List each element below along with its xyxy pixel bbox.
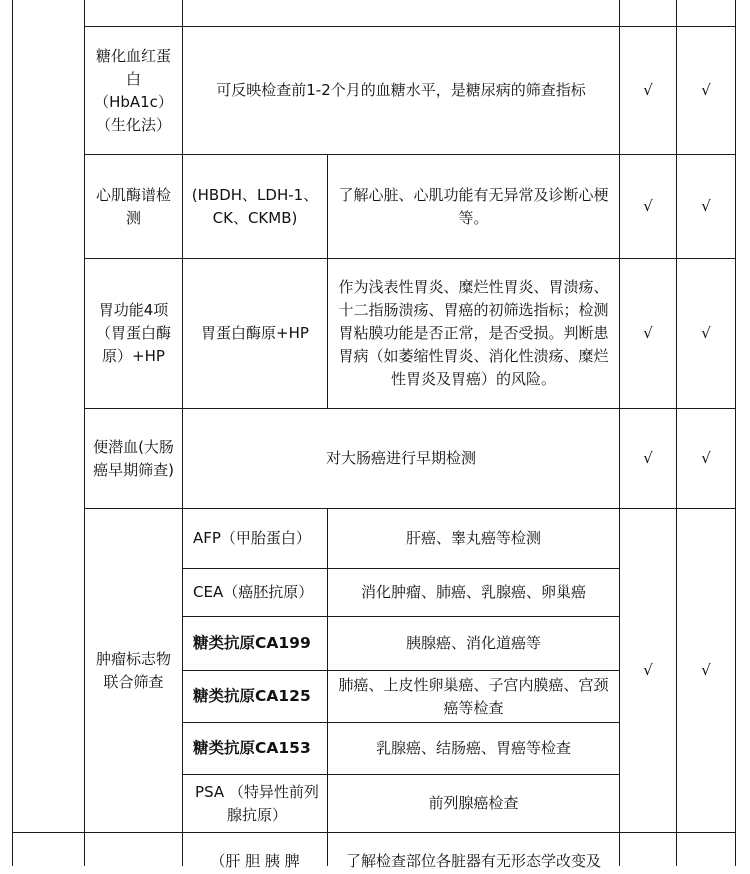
check-a-tumor: √ (643, 661, 653, 679)
item-tumor-markers (85, 509, 182, 832)
marker-ca125-desc (328, 671, 619, 722)
check-a-occult: √ (643, 449, 653, 467)
marker-ca125-name: 糖类抗原CA125 (193, 687, 311, 705)
check-b-hba1c: √ (701, 81, 711, 99)
row-line-11 (12, 832, 736, 833)
marker-ca199-desc: 胰腺癌、消化道癌等 (405, 634, 541, 652)
partial-desc: 了解检查部位各脏器有无形态学改变及 (345, 852, 601, 870)
desc-gastric-function-text: 作为浅表性胃炎、糜烂性胃炎、胃溃疡、十二指肠溃疡、胃癌的初筛选指标；检测胃粘膜功能是否正常，是否受损。判断患胃病（如萎缩性胃炎、消化性溃疡、糜烂性胃炎及胃癌）的风险。 (338, 278, 609, 388)
item-occult-blood-text: 便潜血(大肠癌早期筛查) (93, 437, 174, 479)
sub-gastric-function (183, 259, 327, 408)
marker-ca153-name: 糖类抗原CA153 (193, 739, 311, 757)
marker-afp-desc: 肝癌、睾丸癌等检测 (405, 529, 541, 547)
marker-psa-name-text: PSA （特异性前列腺抗原） (195, 782, 319, 824)
item-cardiac-enzyme (85, 155, 182, 258)
sub-cardiac-enzyme-text: (HBDH、LDH-1、CK、CKMB) (191, 185, 319, 227)
table-border-left (12, 0, 13, 866)
desc-hba1c (183, 27, 619, 154)
check-a-hba1c: √ (643, 81, 653, 99)
check-a-gastric: √ (643, 324, 653, 342)
check-b-occult: √ (701, 449, 711, 467)
item-tumor-markers-text: 肿瘤标志物联合筛查 (95, 649, 171, 691)
item-gastric-function (85, 259, 182, 408)
item-occult-blood (85, 409, 182, 508)
sub-gastric-function-text: 胃蛋白酶原+HP (201, 324, 309, 342)
item-cardiac-enzyme-text: 心肌酶谱检测 (95, 185, 171, 227)
marker-ca199-name: 糖类抗原CA199 (193, 634, 311, 652)
desc-cardiac-enzyme (328, 155, 619, 258)
desc-hba1c-text: 可反映检查前1-2个月的血糖水平，是糖尿病的筛查指标 (216, 81, 586, 99)
check-b-cardiac: √ (701, 197, 711, 215)
table-border-right (735, 0, 736, 866)
table-col-line-1b (84, 832, 85, 866)
desc-occult-blood (183, 409, 619, 508)
marker-ca153-desc: 乳腺癌、结肠癌、胃癌等检查 (375, 739, 571, 757)
marker-afp-name: AFP（甲胎蛋白） (193, 529, 311, 547)
partial-sub: （肝 胆 胰 脾 (210, 852, 300, 870)
desc-cardiac-enzyme-text: 了解心脏、心肌功能有无异常及诊断心梗等。 (338, 185, 609, 227)
check-a-cardiac: √ (643, 197, 653, 215)
desc-gastric-function (328, 259, 619, 408)
item-hba1c (85, 27, 182, 154)
marker-ca125-desc-text: 肺癌、上皮性卵巢癌、子宫内膜癌、宫颈癌等检查 (338, 675, 609, 717)
check-b-gastric: √ (701, 324, 711, 342)
marker-cea-desc: 消化肿瘤、肺癌、乳腺癌、卵巢癌 (360, 583, 586, 601)
desc-occult-blood-text: 对大肠癌进行早期检测 (325, 449, 476, 467)
marker-psa-name (183, 775, 327, 832)
item-hba1c-text: 糖化血红蛋白（HbA1c）（生化法） (94, 46, 173, 134)
sub-cardiac-enzyme (183, 155, 327, 258)
item-gastric-function-text: 胃功能4项（胃蛋白酶原）+HP (95, 301, 171, 365)
marker-psa-desc: 前列腺癌检查 (428, 794, 519, 812)
check-b-tumor: √ (701, 661, 711, 679)
marker-cea-name: CEA（癌胚抗原） (193, 583, 314, 601)
